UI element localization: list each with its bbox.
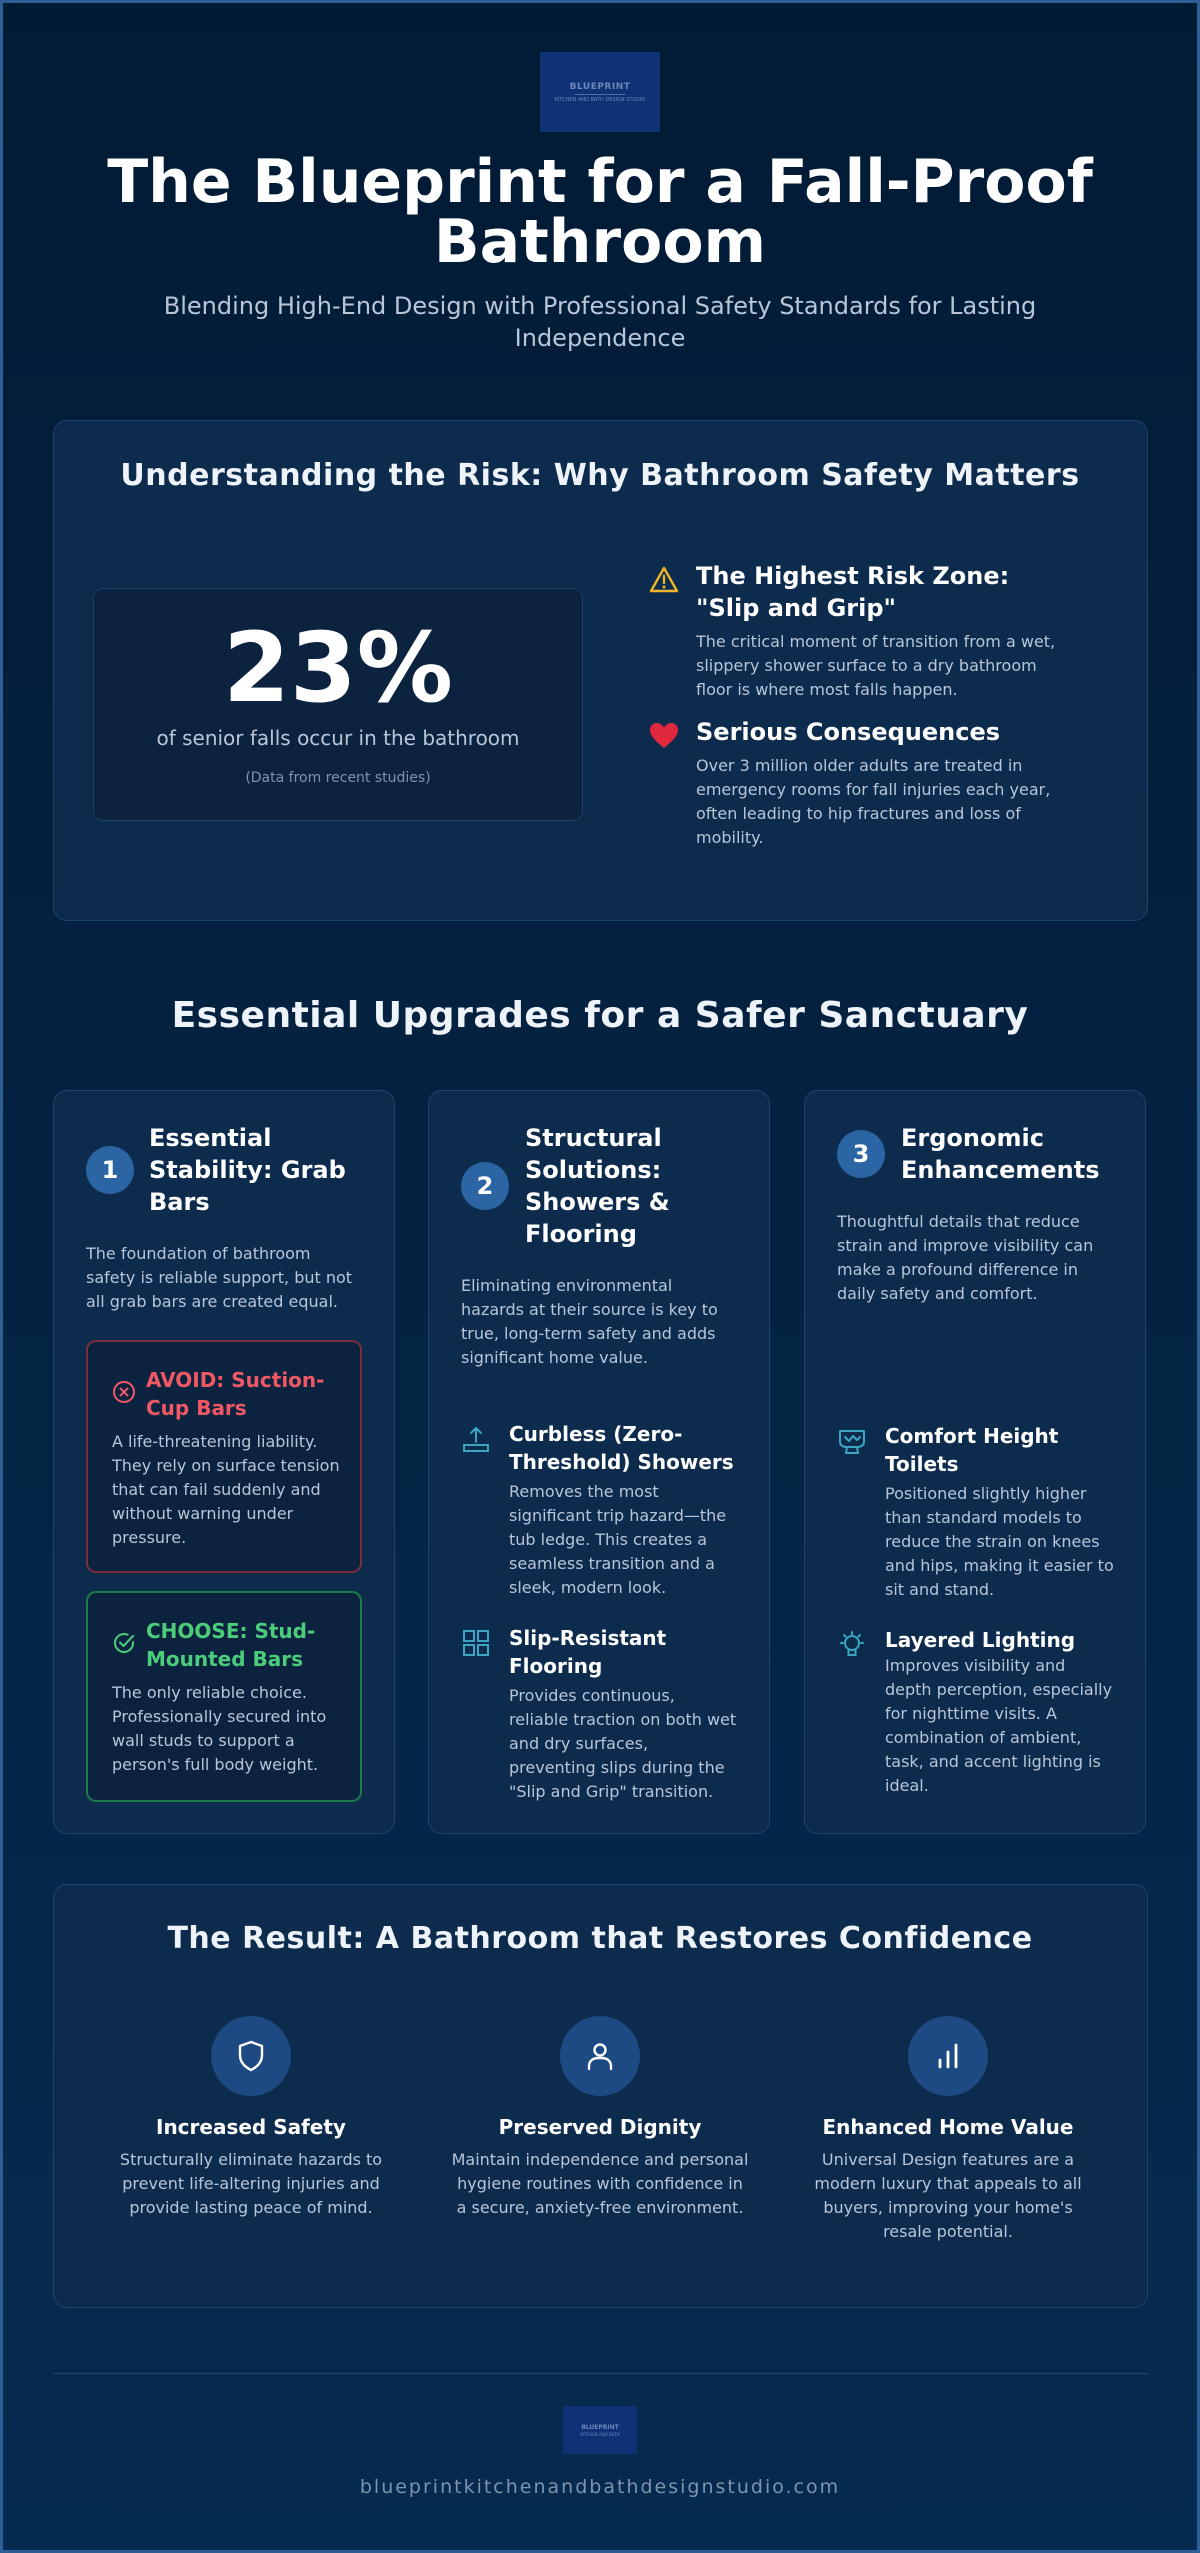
footer-website-link[interactable]: blueprintkitchenandbathdesignstudio.com xyxy=(359,2476,841,2498)
shower-tray-icon xyxy=(461,1424,491,1454)
result-item-title: Increased Safety xyxy=(156,2115,346,2139)
upgrade-card-title: Essential Stability: Grab Bars xyxy=(149,1124,346,1216)
upgrade-card-desc: Eliminating environmental hazards at their source is key to true, long-term safety and adds significant home value. xyxy=(461,1276,718,1367)
result-item-text: Structurally eliminate hazards to prevent life-altering injuries and provide lasting peace of mind. xyxy=(119,2150,383,2217)
feature-title: Curbless (Zero-Threshold) Showers xyxy=(509,1422,734,1474)
lightbulb-icon xyxy=(837,1630,867,1660)
feature-text: Improves visibility and depth perception, especially for nighttime visits. A combination of ambient, task, and accent lighting is ideal. xyxy=(885,1656,1113,1795)
avoid-box xyxy=(86,1340,362,1573)
stat-label: of senior falls occur in the bathroom xyxy=(156,726,520,750)
risk-section-title: Understanding the Risk: Why Bathroom Safety Matters xyxy=(120,458,1080,493)
risk-item-slip-and-grip xyxy=(648,560,1068,700)
stat-note: (Data from recent studies) xyxy=(245,770,431,786)
x-circle-icon xyxy=(112,1380,136,1404)
step-number-badge: 2 xyxy=(461,1162,509,1210)
logo-text-sub: KITCHEN AND BATH DESIGN STUDIO xyxy=(554,96,646,103)
footer-logo-text-main: BLUEPRINT xyxy=(581,2423,619,2431)
choose-text: The only reliable choice. Professionally secured into wall studs to support a person's full body weight. xyxy=(112,1683,327,1774)
feature-title: Layered Lighting xyxy=(885,1628,1076,1652)
result-item-title: Enhanced Home Value xyxy=(822,2115,1074,2139)
risk-item-text: The critical moment of transition from a wet, slippery shower surface to a dry bathroom floor is where most falls happen. xyxy=(696,632,1056,699)
bar-chart-icon xyxy=(908,2016,988,2096)
heart-icon xyxy=(648,720,680,752)
result-item-title: Preserved Dignity xyxy=(498,2115,702,2139)
upgrades-section-title: Essential Upgrades for a Safer Sanctuary xyxy=(171,995,1029,1036)
risk-item-title: Serious Consequences xyxy=(696,718,1001,746)
feature-title: Comfort Height Toilets xyxy=(885,1424,1059,1476)
page-title: The Blueprint for a Fall-Proof Bathroom xyxy=(107,147,1093,277)
person-icon xyxy=(560,2016,640,2096)
feature-text: Positioned slightly higher than standard models to reduce the strain on knees and hips, making it easier to sit and stand. xyxy=(885,1484,1114,1599)
logo-text-main: BLUEPRINT xyxy=(569,81,631,92)
choose-box xyxy=(86,1591,362,1802)
result-item-text: Maintain independence and personal hygiene routines with confidence in a secure, anxiety-free environment. xyxy=(451,2150,749,2217)
shield-icon xyxy=(211,2016,291,2096)
upgrade-card-desc: The foundation of bathroom safety is reliable support, but not all grab bars are created equal. xyxy=(86,1244,353,1311)
feature-text: Removes the most significant trip hazard—the tub ledge. This creates a seamless transition and a sleek, modern look. xyxy=(509,1482,727,1597)
logo-rule xyxy=(575,94,625,95)
risk-item-title: The Highest Risk Zone: "Slip and Grip" xyxy=(696,562,1010,622)
footer-logo-text-sub: KITCHEN AND BATH xyxy=(580,2431,620,2437)
footer-divider xyxy=(53,2373,1148,2374)
upgrade-card-title: Ergonomic Enhancements xyxy=(901,1124,1100,1184)
toilet-icon xyxy=(837,1426,867,1456)
stat-value: 23% xyxy=(223,612,453,724)
feature-curbless-showers xyxy=(461,1420,734,1600)
header-logo xyxy=(540,52,660,132)
footer-logo xyxy=(563,2406,637,2454)
feature-title: Slip-Resistant Flooring xyxy=(509,1626,667,1678)
check-circle-icon xyxy=(112,1631,136,1655)
feature-comfort-height-toilets xyxy=(837,1422,1114,1602)
upgrade-card-desc: Thoughtful details that reduce strain and improve visibility can make a profound difference in daily safety and comfort. xyxy=(837,1212,1094,1303)
avoid-title: AVOID: Suction-Cup Bars xyxy=(146,1368,325,1420)
grid-icon xyxy=(461,1628,491,1658)
upgrade-card-title: Structural Solutions: Showers & Flooring xyxy=(525,1124,670,1248)
risk-item-text: Over 3 million older adults are treated in emergency rooms for fall injuries each year, often leading to hip fractures and loss of mobility. xyxy=(696,756,1051,847)
feature-layered-lighting xyxy=(837,1626,1113,1806)
page-subtitle: Blending High-End Design with Professional Safety Standards for Lasting Independence xyxy=(163,292,1037,352)
result-item-text: Universal Design features are a modern luxury that appeals to all buyers, improving your home's resale potential. xyxy=(814,2150,1082,2241)
choose-title: CHOOSE: Stud-Mounted Bars xyxy=(146,1619,316,1671)
step-number-badge: 3 xyxy=(837,1130,885,1178)
risk-item-consequences xyxy=(648,716,1068,856)
feature-slip-resistant-flooring xyxy=(461,1624,737,1804)
feature-text: Provides continuous, reliable traction on both wet and dry surfaces, preventing slips during the "Slip and Grip" transition. xyxy=(509,1686,737,1801)
avoid-text: A life-threatening liability. They rely on surface tension that can fail suddenly and without warning under pressure. xyxy=(112,1432,340,1547)
warning-icon xyxy=(648,564,680,596)
step-number-badge: 1 xyxy=(86,1146,134,1194)
result-section-title: The Result: A Bathroom that Restores Confidence xyxy=(167,1921,1033,1956)
